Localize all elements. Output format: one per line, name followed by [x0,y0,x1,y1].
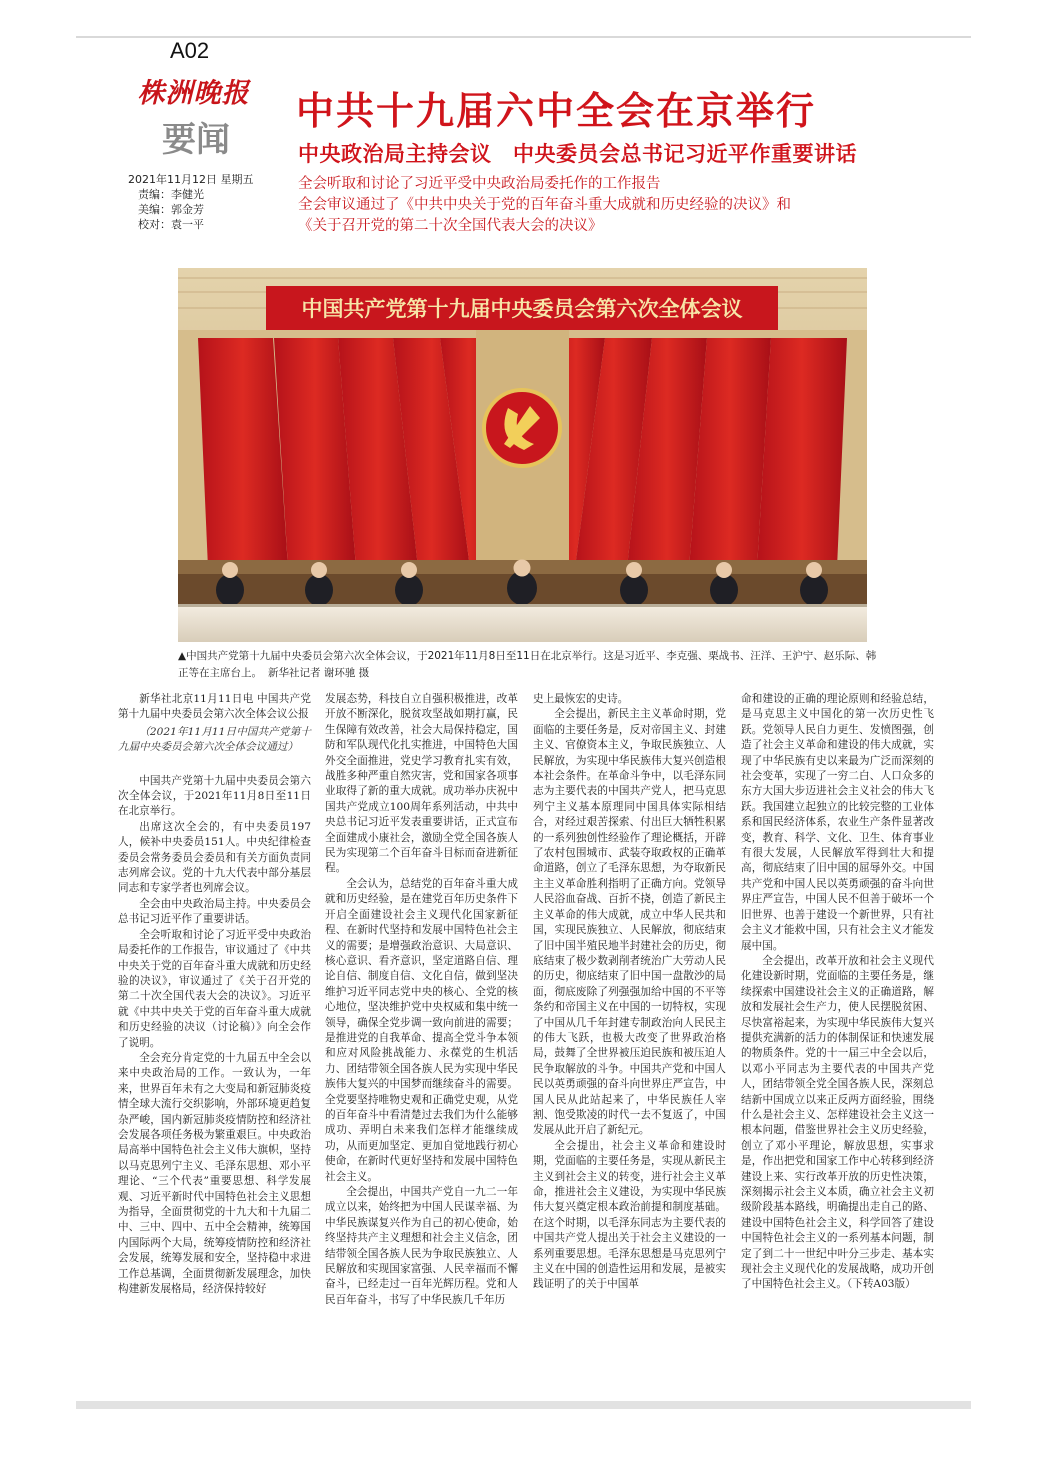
caption-text: ▲中国共产党第十九届中央委员会第六次全体会议，于2021年11月8日至11日在北京举行。这是习近平、李克强、栗战书、汪洋、王沪宁、赵乐际、韩正等在主席台上。 [178,650,877,679]
paragraph: 史上最恢宏的史诗。 [533,693,629,705]
credit-line: 校对：袁一平 [138,218,204,231]
paragraph: 新华社北京11月11日电 中国共产党第十九届中央委员会第六次全体会议公报 [118,693,311,721]
article-column-3 [533,692,726,1293]
paragraph: 全会认为，总结党的百年奋斗重大成就和历史经验，是在建党百年历史条件下开启全面建设社会主义现代化国家新征程、在新时代坚持和发展中国特色社会主义的需要；是增强政治意识、大局意识、核心意识、看齐意识，坚定道路自信、理论自信、制度自信、文化自信，做到坚决维护习近平同志党中央的核心、全党的核心地位，坚决维护党中央权威和集中统一领导，确保全党步调一致向前进的需要；是推进党的自我革命、提高全党斗争本领和应对风险挑战能力、永葆党的生机活力、团结带领全国各族人民为实现中华民族伟大复兴的中国梦而继续奋斗的需要。全党要坚持唯物史观和正确党史观，从党的百年奋斗中看清楚过去我们为什么能够成功、弄明白未来我们怎样才能继续成功，从而更加坚定、更加自觉地践行初心使命，在新时代更好坚持和发展中国特色社会主义。 [325,877,518,1183]
issue-date: 2021年11月12日 星期五 [128,173,254,186]
communique-note: （2021年11月11日中国共产党第十九届中央委员会第六次全体会议通过） [118,725,311,754]
plenary-scene [178,268,867,642]
bottom-rule [76,1401,971,1409]
article-column-1 [118,692,311,1297]
top-rule [76,36,971,38]
paragraph: 命和建设的正确的理论原则和经验总结，是马克思主义中国化的第一次历史性飞跃。党领导人民自力更生、发愤图强，创造了社会主义革命和建设的伟大成就，实现了中华民族有史以来最为广泛而深刻的社会变革，实现了一穷二白、人口众多的东方大国大步迈进社会主义社会的伟大飞跃。我国建立起独立的比较完整的工业体系和国民经济体系，农业生产条件显著改变，教育、科学、文化、卫生、体育事业有很大发展，人民解放军得到壮大和提高，彻底结束了旧中国的屈辱外交。中国共产党和中国人民以英勇顽强的奋斗向世界庄严宣告，中国人民不但善于破坏一个旧世界、也善于建设一个新世界，只有社会主义才能救中国，只有社会主义才能发展中国。 [741,693,934,952]
paragraph: 全会提出，新民主主义革命时期，党面临的主要任务是，反对帝国主义、封建主义、官僚资本主义，争取民族独立、人民解放，为实现中华民族伟大复兴创造根本社会条件。在革命斗争中，以毛泽东同志为主要代表的中国共产党人，把马克思列宁主义基本原理同中国具体实际相结合，对经过艰苦探索、付出巨大牺牲积累的一系列独创性经验作了理论概括，开辟了农村包围城市、武装夺取政权的正确革命道路，创立了毛泽东思想，为夺取新民主主义革命胜利指明了正确方向。党领导人民浴血奋战、百折不挠，创造了新民主主义革命的伟大成就，成立中华人民共和国，实现民族独立、人民解放，彻底结束了旧中国半殖民地半封建社会的历史，彻底结束了极少数剥削者统治广大劳动人民的历史，彻底结束了旧中国一盘散沙的局面，彻底废除了列强强加给中国的不平等条约和帝国主义在中国的一切特权，实现了中国从几千年封建专制政治向人民民主的伟大飞跃，也极大改变了世界政治格局，鼓舞了全世界被压迫民族和被压迫人民争取解放的斗争。中国共产党和中国人民以英勇顽强的奋斗向世界庄严宣告，中国人民从此站起来了，中华民族任人宰割、饱受欺凌的时代一去不复返了，中国发展从此开启了新纪元。 [533,708,726,1137]
paragraph: 全会听取和讨论了习近平受中央政治局委托作的工作报告，审议通过了《中共中央关于党的百年奋斗重大成就和历史经验的决议》，审议通过了《关于召开党的第二十次全国代表大会的决议》。习近平就《中共中央关于党的百年奋斗重大成就和历史经验的决议（讨论稿）》向全会作了说明。 [118,928,311,1049]
photo-caption [178,648,878,682]
paragraph: 全会充分肯定党的十九届五中全会以来中央政治局的工作。一致认为，一年来，世界百年未有之大变局和新冠肺炎疫情全球大流行交织影响，外部环境更趋复杂严峻，国内新冠肺炎疫情防控和经济社会发展各项任务极为繁重艰巨。中央政治局高举中国特色社会主义伟大旗帜，坚持以马克思列宁主义、毛泽东思想、邓小平理论、“三个代表”重要思想、科学发展观、习近平新时代中国特色社会主义思想为指导，全面贯彻党的十九大和十九届二中、三中、四中、五中全会精神，统筹国内国际两个大局，统筹疫情防控和经济社会发展，统筹发展和安全，坚持稳中求进工作总基调，全面贯彻新发展理念，加快构建新发展格局，经济保持较好 [118,1051,311,1296]
credit-line: 美编：郭金芳 [138,203,204,216]
banner-text: 中国共产党第十九届中央委员会第六次全体会议 [301,297,743,321]
paragraph: 出席这次全会的，有中央委员197人，候补中央委员151人。中央纪律检查委员会常务委员会委员和有关方面负责同志列席会议。党的十九大代表中部分基层同志和专家学者也列席会议。 [118,820,311,895]
paragraph: 全会提出，改革开放和社会主义现代化建设新时期，党面临的主要任务是，继续探索中国建设社会主义的正确道路，解放和发展社会生产力，使人民摆脱贫困、尽快富裕起来，为实现中华民族伟大复兴提供充满新的活力的体制保证和快速发展的物质条件。党的十一届三中全会以后，以邓小平同志为主要代表的中国共产党人，团结带领全党全国各族人民，深刻总结新中国成立以来正反两方面经验，围绕什么是社会主义、怎样建设社会主义这一根本问题，借鉴世界社会主义历史经验，创立了邓小平理论，解放思想，实事求是，作出把党和国家工作中心转移到经济建设上来、实行改革开放的历史性决策，深刻揭示社会主义本质，确立社会主义初级阶段基本路线，明确提出走自己的路、建设中国特色社会主义，科学回答了建设中国特色社会主义的一系列基本问题，制定了到二十一世纪中叶分三步走、基本实现社会主义现代化的发展战略，成功开创了中国特色社会主义。（下转A03版） [741,954,934,1291]
paragraph: 全会提出，社会主义革命和建设时期，党面临的主要任务是，实现从新民主主义到社会主义的转变，进行社会主义革命，推进社会主义建设，为实现中华民族伟大复兴奠定根本政治前提和制度基础。在这个时期，以毛泽东同志为主要代表的中国共产党人提出关于社会主义建设的一系列重要思想。毛泽东思想是马克思列宁主义在中国的创造性运用和发展，是被实践证明了的关于中国革 [533,1139,726,1291]
newspaper-logo: 株洲晚报 [137,78,250,109]
deck-line: 全会审议通过了《中共中央关于党的百年奋斗重大成就和历史经验的决议》和 [298,197,791,213]
plenary-session-photo [178,268,867,642]
paragraph: 全会由中央政治局主持。中央委员会总书记习近平作了重要讲话。 [118,897,311,926]
credit-line: 责编：李健光 [138,188,204,201]
edition-info [128,172,268,232]
photo-credit: 新华社记者 谢环驰 摄 [268,667,370,679]
paragraph: 中国共产党第十九届中央委员会第六次全体会议，于2021年11月8日至11日在北京举行。 [118,774,311,818]
paragraph: 全会提出，中国共产党自一九二一年成立以来，始终把为中国人民谋幸福、为中华民族谋复兴作为自己的初心使命，始终坚持共产主义理想和社会主义信念，团结带领全国各族人民为争取民族独立、人民解放和实现国家富强、人民幸福而不懈奋斗，已经走过一百年光辉历程。党和人民百年奋斗，书写了中华民族几千年历 [325,1186,518,1306]
deck-line: 全会听取和讨论了习近平受中央政治局委托作的工作报告 [298,176,661,192]
deck-line: 《关于召开党的第二十次全国代表大会的决议》 [298,218,603,234]
deck [298,174,938,237]
paragraph: 发展态势，科技自立自强积极推进，改革开放不断深化，脱贫攻坚战如期打赢，民生保障有效改善，社会大局保持稳定，国防和军队现代化扎实推进，中国特色大国外交全面推进，党史学习教育扎实有效，战胜多种严重自然灾害，党和国家各项事业取得了新的重大成就。成功举办庆祝中国共产党成立100周年系列活动，中共中央总书记习近平发表重要讲话，正式宣布全面建成小康社会，激励全党全国各族人民为实现第二个百年奋斗目标而奋进新征程。 [325,693,518,875]
subheadline: 中央政治局主持会议 中央委员会总书记习近平作重要讲话 [298,142,857,166]
headline: 中共十九届六中全会在京举行 [296,89,817,133]
article-column-4 [741,692,934,1293]
article-column-2 [325,692,518,1308]
section-label: 要闻 [162,120,230,160]
page-number: A02 [170,38,210,63]
